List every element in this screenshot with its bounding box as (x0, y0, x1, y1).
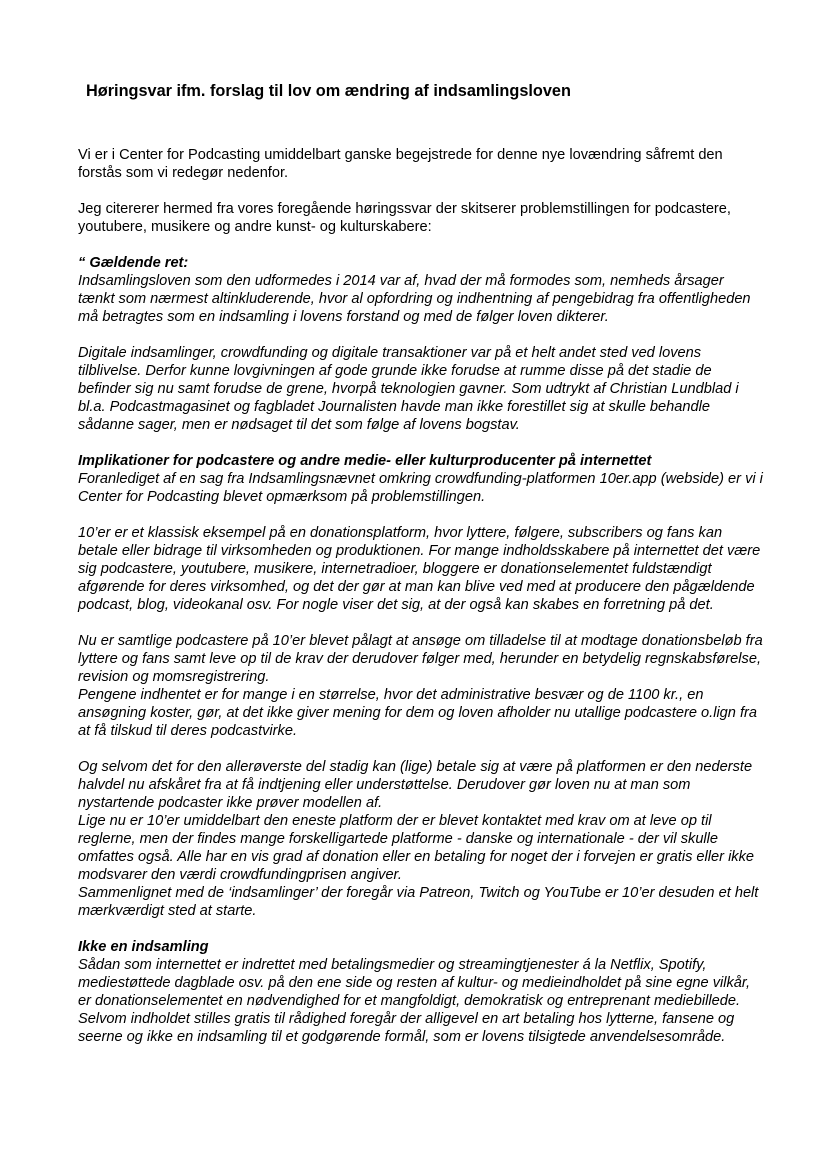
section-paragraph: Og selvom det for den allerøverste del stadig kan (lige) betale sig at være på platformen er den nederste halvdel nu afskåret fra at få indtjening eller understøttelse. Derudover gør loven nu at man som nystartende podcaster ikke prøver modellen af. Lige nu er 10’er umiddelbart den eneste platform der er blevet kontaktet med krav om at leve op til reglerne, men der findes mange forskelligartede platforme - danske og internationale - der vil skulle omfattes også. Alle har en vis grad af donation eller en betaling for noget der i forvejen er gratis eller ikke modsvarer den værdi crowdfundingprisen angiver. Sammenlignet med de ‘indsamlinger’ der foregår via Patreon, Twitch og YouTube er 10’er desuden et helt mærkværdigt sted at starte. (78, 759, 759, 919)
section-heading-ikke-en-indsamling: Ikke en indsamling (78, 939, 209, 955)
section-paragraph: Digitale indsamlinger, crowdfunding og digitale transaktioner var på et helt andet sted ved lovens tilblivelse. Derfor kunne lovgivningen af gode grunde ikke forudse at rumme disse på det stadie de befinder sig nu samt forudse de grene, hvorpå teknologien gavner. Som udtrykt af Christian Lundblad i bl.a. Podcastmagasinet og fagbladet Journalisten havde man ikke forestillet sig at skulle behandle sådanne sager, men er nødsaget til det som følge af lovens bogstav. (78, 345, 739, 433)
section-paragraph: Sådan som internettet er indrettet med betalingsmedier og streamingtjenester á la Netflix, Spotify, mediestøttede dagblade osv. på den ene side og resten af kultur- og medieindholdet på sine egne vilkår, er donationselementet en nødvendighed for et mangfoldigt, demokratisk og entreprenant mediebillede. Selvom indholdet stilles gratis til rådighed foregår der alligevel en art betaling hos lytterne, fansene og seerne og ikke en indsamling til et godgørende formål, som er lovens tilsigtede anvendelsesområde. (78, 957, 751, 1045)
intro-paragraph-2: Jeg citererer hermed fra vores foregående høringssvar der skitserer problemstillingen for podcastere, youtubere, musikere og andre kunst- og kulturskabere: (78, 201, 731, 235)
document-page (78, 82, 763, 1046)
section-paragraph: Nu er samtlige podcastere på 10’er blevet pålagt at ansøge om tilladelse til at modtage donationsbeløb fra lyttere og fans samt leve op til de krav der derudover følger med, herunder en betydelig regnskabsførelse, revision og momsregistrering. Pengene indhentet er for mange i en størrelse, hvor det administrative besvær og de 1100 kr., en ansøgning koster, gør, at det ikke giver mening for dem og loven afholder nu utallige podcastere o.lign fra at få tilskud til deres podcastvirke. (78, 633, 763, 739)
intro-paragraph-1: Vi er i Center for Podcasting umiddelbart ganske begejstrede for denne nye lovændring såfremt den forstås som vi redegør nedenfor. (78, 147, 723, 181)
section-heading-implikationer: Implikationer for podcastere og andre medie- eller kulturproducenter på internettet (78, 453, 652, 469)
section-paragraph: 10’er er et klassisk eksempel på en donationsplatform, hvor lyttere, følgere, subscribers og fans kan betale eller bidrage til virksomheden og produktionen. For mange indholdsskabere på internettet det være sig podcastere, youtubere, musikere, internetradioer, bloggere er donationselementet fuldstændigt afgørende for deres virksomhed, og det der gør at man kan blive ved med at producere den pågældende podcast, blog, videokanal osv. For nogle viser det sig, at der også kan skabes en forretning på det. (78, 525, 761, 613)
section-paragraph: Indsamlingsloven som den udformedes i 2014 var af, hvad der må formodes som, nemheds årsager tænkt som nærmest altinkluderende, hvor al opfordring og indhentning af pengebidrag fra offentligheden må betragtes som en indsamling i lovens forstand og med de følger loven dikterer. (78, 273, 751, 325)
document-title: Høringsvar ifm. forslag til lov om ændring af indsamlingsloven (86, 82, 571, 100)
section-heading-gaeldende-ret: “ Gældende ret: (78, 255, 189, 271)
section-paragraph: Foranlediget af en sag fra Indsamlingsnævnet omkring crowdfunding-platformen 10er.app (webside) er vi i Center for Podcasting blevet opmærksom på problemstillingen. (78, 471, 763, 505)
